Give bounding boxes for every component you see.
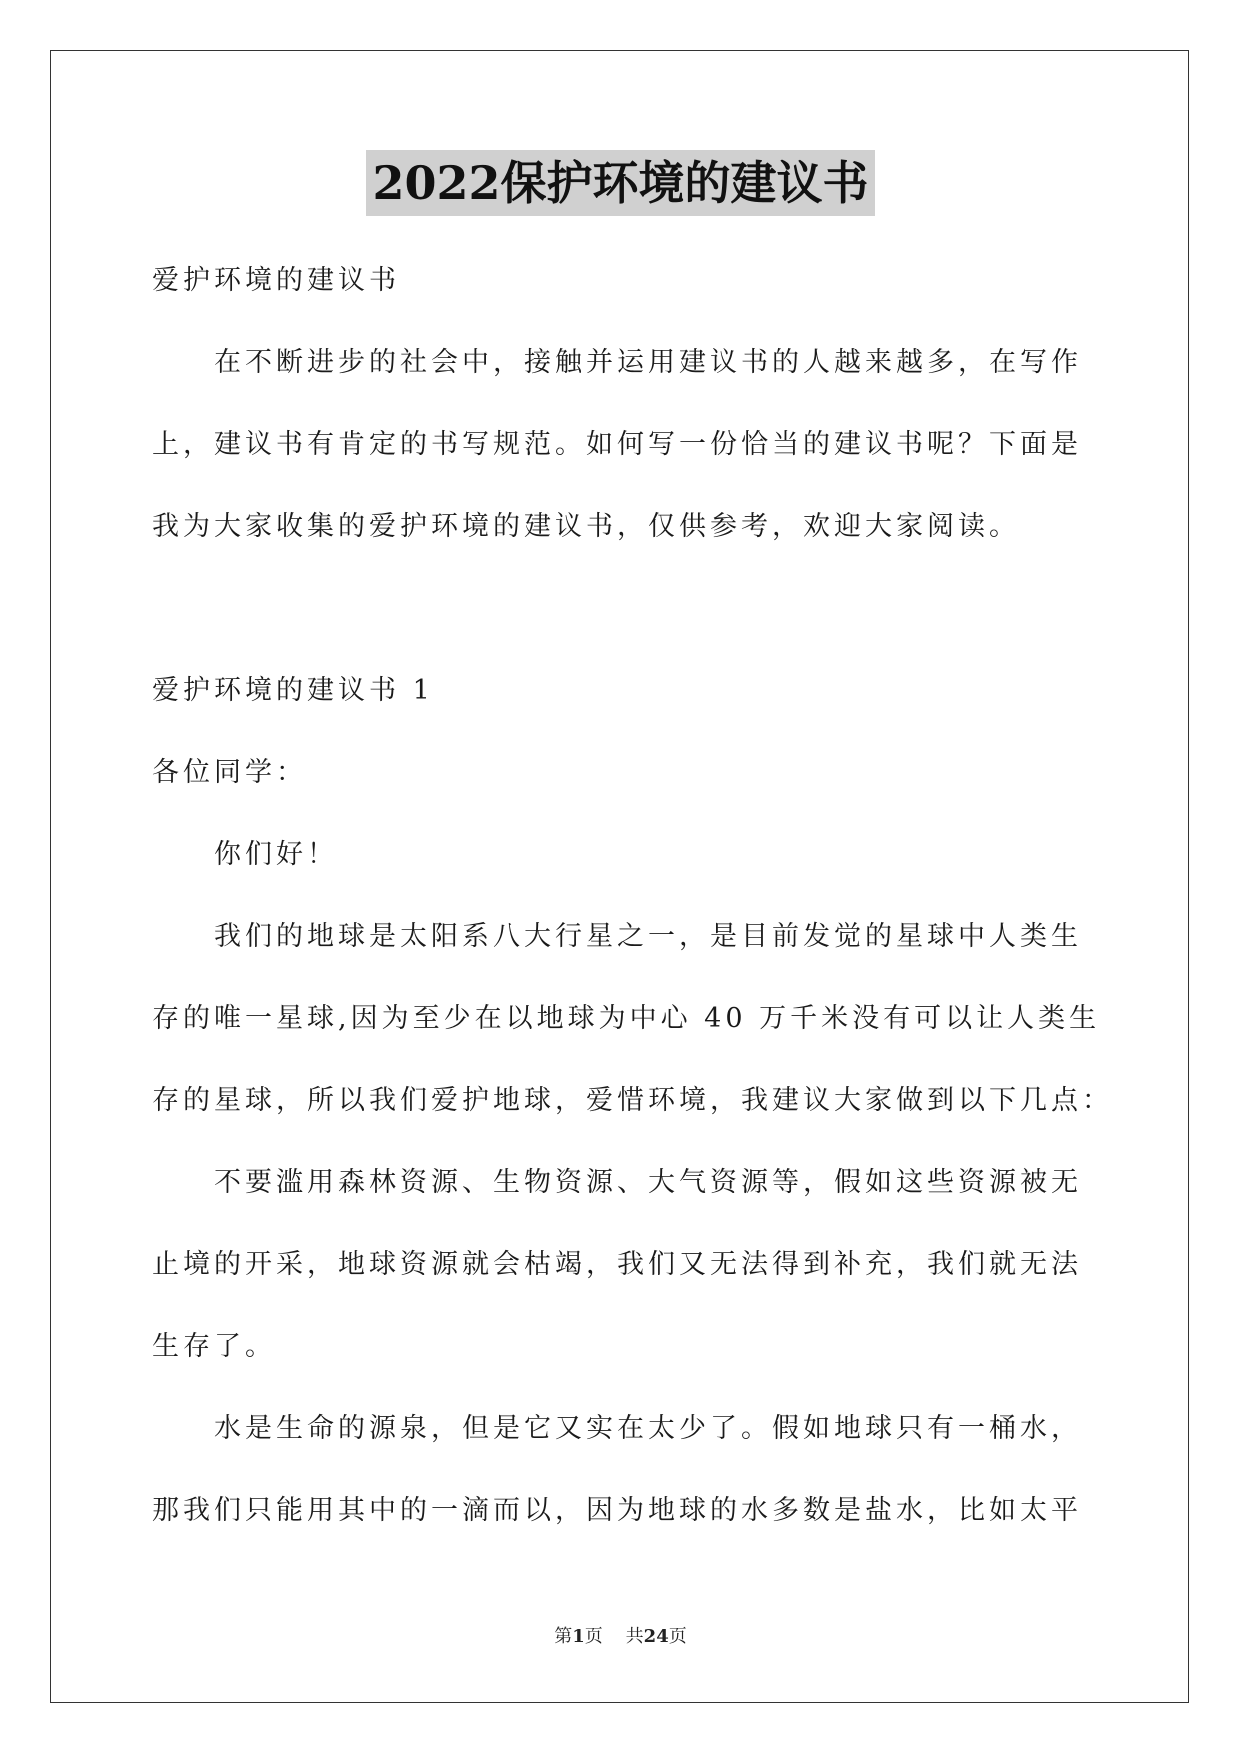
- total-pages: 24: [643, 1626, 669, 1647]
- text-line: 生存了。: [152, 1331, 276, 1362]
- footer-total-suffix: 页: [668, 1626, 687, 1647]
- text-line: 上，建议书有肯定的书写规范。如何写一份恰当的建议书呢？下面是: [152, 429, 1082, 460]
- text-line: 我为大家收集的爱护环境的建议书，仅供参考，欢迎大家阅读。: [152, 511, 1020, 542]
- greeting: 你们好！: [214, 839, 338, 870]
- document-title: 2022保护环境的建议书: [366, 150, 874, 216]
- text-line: 在不断进步的社会中，接触并运用建议书的人越来越多，在写作: [214, 347, 1082, 378]
- document-body: [152, 240, 1113, 1552]
- text-line: 止境的开采，地球资源就会枯竭，我们又无法得到补充，我们就无法: [152, 1249, 1082, 1280]
- text-line: 存的唯一星球,因为至少在以地球为中心 40 万千米没有可以让人类生: [152, 1003, 1101, 1034]
- text-line: 水是生命的源泉，但是它又实在太少了。假如地球只有一桶水，: [214, 1413, 1082, 1444]
- salutation: 各位同学：: [152, 757, 307, 788]
- footer-page-suffix: 页: [584, 1626, 603, 1647]
- blank-line: [152, 568, 1092, 650]
- text-line: 我们的地球是太阳系八大行星之一，是目前发觉的星球中人类生: [214, 921, 1082, 952]
- text-line: 爱护环境的建议书: [152, 265, 400, 296]
- text-line: 不要滥用森林资源、生物资源、大气资源等，假如这些资源被无: [214, 1167, 1082, 1198]
- footer-prefix: 第: [554, 1626, 573, 1647]
- page-number: 1: [572, 1626, 585, 1647]
- title-container: [0, 150, 1241, 216]
- text-line: 存的星球，所以我们爱护地球，爱惜环境，我建议大家做到以下几点：: [152, 1085, 1113, 1116]
- footer-total-prefix: 共: [625, 1626, 644, 1647]
- section-heading: 爱护环境的建议书 1: [152, 675, 434, 706]
- text-line: 那我们只能用其中的一滴而以，因为地球的水多数是盐水，比如太平: [152, 1495, 1082, 1526]
- page-footer: [0, 1622, 1241, 1648]
